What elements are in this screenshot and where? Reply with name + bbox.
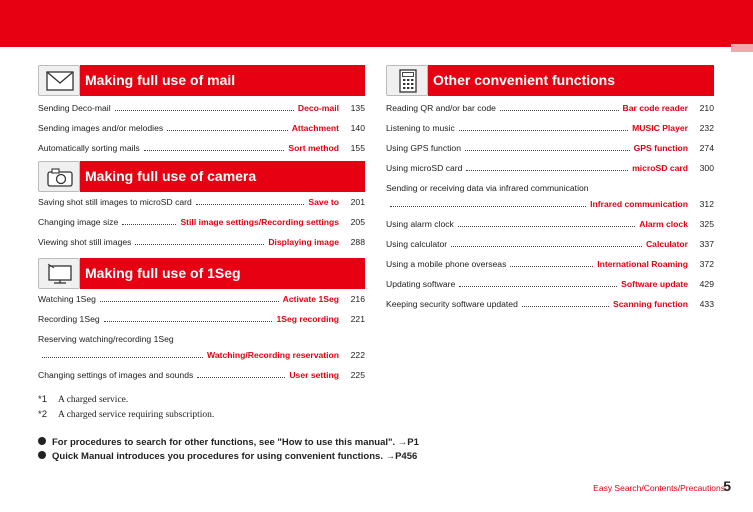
- entry-page-number: 325: [699, 219, 714, 229]
- entry-function-link[interactable]: Alarm clock: [637, 214, 688, 234]
- footnote-text: A charged service.: [58, 395, 129, 405]
- entry-page-number: 232: [699, 123, 714, 133]
- leader-dots: [390, 206, 586, 207]
- mail-icon: [38, 65, 80, 96]
- leader-dots: [122, 224, 176, 225]
- entry-function-link[interactable]: 1Seg recording: [274, 309, 339, 329]
- leader-dots: [458, 226, 635, 227]
- leader-dots: [466, 170, 628, 171]
- entry-function-link[interactable]: International Roaming: [595, 254, 688, 274]
- entry-function-link[interactable]: Sort method: [286, 138, 339, 158]
- entry-label: Viewing shot still images: [38, 232, 133, 252]
- entry-label: Changing settings of images and sounds: [38, 365, 195, 385]
- entry-list: [38, 192, 365, 252]
- entry-page-number: 433: [699, 299, 714, 309]
- toc-entry[interactable]: [386, 274, 714, 294]
- toc-entry[interactable]: [386, 254, 714, 274]
- toc-entry[interactable]: [386, 138, 714, 158]
- bullet-dot-icon: [38, 451, 46, 459]
- toc-entry[interactable]: [38, 212, 365, 232]
- entry-function-link[interactable]: Deco-mail: [296, 98, 339, 118]
- toc-entry[interactable]: [38, 365, 365, 385]
- footnote-text: A charged service requiring subscription.: [58, 410, 215, 420]
- section-1seg: [38, 258, 365, 385]
- entry-page-number: 221: [350, 314, 365, 324]
- bullet-text: Quick Manual introduces you procedures for using convenient functions. →P456: [52, 451, 418, 462]
- toc-entry[interactable]: [386, 294, 714, 314]
- footnote-mark: *2: [38, 409, 47, 420]
- toc-entry[interactable]: [386, 234, 714, 254]
- entry-page-number: 140: [350, 123, 365, 133]
- entry-label: Using microSD card: [386, 158, 464, 178]
- toc-entry[interactable]: [386, 214, 714, 234]
- toc-entry[interactable]: [38, 309, 365, 329]
- entry-page-number: 201: [350, 197, 365, 207]
- reference-bullets: [38, 436, 419, 464]
- entry-label: Saving shot still images to microSD card: [38, 192, 194, 212]
- entry-function-link[interactable]: Watching/Recording reservation: [205, 345, 339, 365]
- toc-entry[interactable]: [386, 118, 714, 138]
- leader-dots: [451, 246, 642, 247]
- entry-page-number: 288: [350, 237, 365, 247]
- entry-label: Watching 1Seg: [38, 289, 98, 309]
- toc-entry[interactable]: [386, 158, 714, 178]
- section-title: Making full use of mail: [85, 72, 236, 88]
- entry-page-number: 155: [350, 143, 365, 153]
- toc-entry[interactable]: [38, 289, 365, 309]
- footnotes: [38, 392, 214, 422]
- section-header: [38, 258, 365, 289]
- calculator-icon: [386, 65, 428, 96]
- entry-label: Using calculator: [386, 234, 449, 254]
- entry-page-number: 429: [699, 279, 714, 289]
- entry-page-number: 222: [350, 350, 365, 360]
- bullet-dot-icon: [38, 437, 46, 445]
- leader-dots: [115, 110, 294, 111]
- leader-dots: [167, 130, 288, 131]
- entry-function-link[interactable]: Activate 1Seg: [281, 289, 339, 309]
- entry-label: Using alarm clock: [386, 214, 456, 234]
- entry-page-number: 210: [699, 103, 714, 113]
- entry-label: Sending Deco-mail: [38, 98, 113, 118]
- side-tab-marker: [731, 44, 753, 52]
- section-header: [38, 161, 365, 192]
- top-red-banner: [0, 0, 753, 47]
- entry-page-number: 274: [699, 143, 714, 153]
- entry-list: [38, 98, 365, 158]
- footnote: [38, 407, 214, 422]
- camera-icon: [38, 161, 80, 192]
- section-other: [386, 65, 714, 314]
- footnote: [38, 392, 214, 407]
- entry-function-link[interactable]: Bar code reader: [621, 98, 688, 118]
- leader-dots: [197, 377, 285, 378]
- leader-dots: [510, 266, 593, 267]
- entry-label: Using a mobile phone overseas: [386, 254, 508, 274]
- entry-label: Recording 1Seg: [38, 309, 102, 329]
- footer-section-label: Easy Search/Contents/Precautions: [593, 483, 725, 493]
- leader-dots: [42, 357, 203, 358]
- entry-label: Keeping security software updated: [386, 294, 520, 314]
- entry-label: Automatically sorting mails: [38, 138, 142, 158]
- entry-page-number: 225: [350, 370, 365, 380]
- leader-dots: [144, 150, 285, 151]
- entry-label: Reading QR and/or bar code: [386, 98, 498, 118]
- entry-label: Sending or receiving data via infrared communication: [386, 178, 591, 198]
- toc-entry[interactable]: [38, 329, 365, 365]
- leader-dots: [196, 204, 305, 205]
- entry-page-number: 300: [699, 163, 714, 173]
- entry-function-link[interactable]: Displaying image: [266, 232, 339, 252]
- leader-dots: [104, 321, 273, 322]
- entry-function-link[interactable]: Scanning function: [611, 294, 688, 314]
- entry-label: Updating software: [386, 274, 457, 294]
- entry-function-link[interactable]: Still image settings/Recording settings: [178, 212, 339, 232]
- leader-dots: [459, 130, 628, 131]
- toc-entry[interactable]: [38, 138, 365, 158]
- toc-entry[interactable]: [386, 98, 714, 118]
- entry-label: Changing image size: [38, 212, 120, 232]
- entry-list: [386, 98, 714, 314]
- leader-dots: [100, 301, 279, 302]
- toc-entry[interactable]: [38, 232, 365, 252]
- section-mail: [38, 65, 365, 158]
- entry-label: Reserving watching/recording 1Seg: [38, 329, 176, 349]
- leader-dots: [465, 150, 630, 151]
- entry-page-number: 312: [699, 199, 714, 209]
- entry-label: Using GPS function: [386, 138, 463, 158]
- entry-function-link[interactable]: Calculator: [644, 234, 688, 254]
- tv-icon: [38, 258, 80, 289]
- leader-dots: [500, 110, 619, 111]
- section-header: [38, 65, 365, 96]
- leader-dots: [522, 306, 609, 307]
- footnote-mark: *1: [38, 394, 47, 405]
- entry-page-number: 135: [350, 103, 365, 113]
- section-title: Other convenient functions: [433, 72, 616, 88]
- bullet-item: [38, 450, 419, 464]
- page-number: 5: [723, 478, 731, 494]
- section-camera: [38, 161, 365, 252]
- entry-page-number: 337: [699, 239, 714, 249]
- entry-function-link[interactable]: GPS function: [632, 138, 688, 158]
- entry-function-link[interactable]: MUSIC Player: [630, 118, 688, 138]
- toc-entry[interactable]: [38, 192, 365, 212]
- section-header: [386, 65, 714, 96]
- section-title: Making full use of 1Seg: [85, 265, 241, 281]
- bullet-item: [38, 436, 419, 450]
- entry-function-link[interactable]: User setting: [287, 365, 339, 385]
- toc-entry[interactable]: [386, 178, 714, 214]
- entry-page-number: 372: [699, 259, 714, 269]
- bullet-text: For procedures to search for other functions, see "How to use this manual". →P1: [52, 437, 419, 448]
- entry-function-link[interactable]: Save to: [306, 192, 339, 212]
- section-title: Making full use of camera: [85, 168, 257, 184]
- toc-entry[interactable]: [38, 98, 365, 118]
- entry-page-number: 205: [350, 217, 365, 227]
- entry-function-link[interactable]: Infrared communication: [588, 194, 688, 214]
- entry-list: [38, 289, 365, 385]
- entry-function-link[interactable]: Software update: [619, 274, 688, 294]
- entry-page-number: 216: [350, 294, 365, 304]
- leader-dots: [459, 286, 617, 287]
- entry-function-link[interactable]: microSD card: [630, 158, 688, 178]
- entry-label: Sending images and/or melodies: [38, 118, 165, 138]
- leader-dots: [135, 244, 264, 245]
- entry-label: Listening to music: [386, 118, 457, 138]
- entry-function-link[interactable]: Attachment: [290, 118, 339, 138]
- toc-entry[interactable]: [38, 118, 365, 138]
